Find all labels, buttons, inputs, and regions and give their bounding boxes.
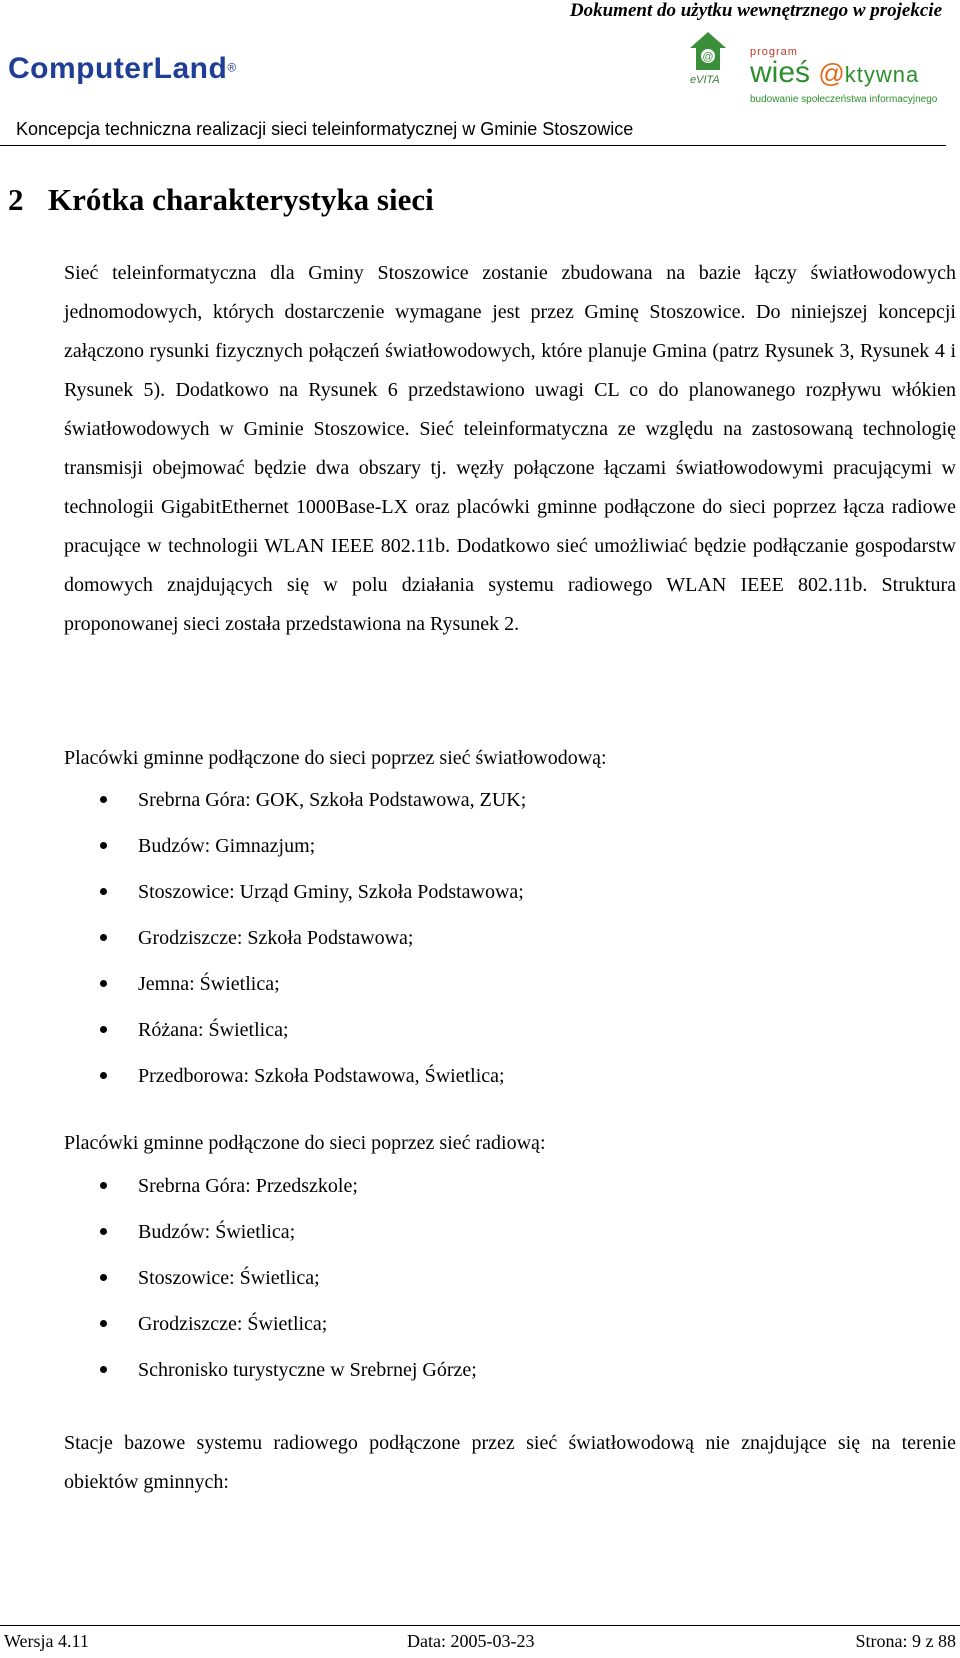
list-item: Budzów: Gimnazjum;	[64, 833, 526, 879]
footer-divider	[0, 1625, 960, 1626]
list-item: Różana: Świetlica;	[64, 1017, 526, 1063]
program-label: program	[750, 46, 798, 58]
computerland-logo	[8, 52, 236, 86]
list-item: Srebrna Góra: GOK, Szkoła Podstawowa, ZUK;	[64, 787, 526, 833]
list-item: Schronisko turystyczne w Srebrnej Górze;	[64, 1357, 477, 1403]
list-item: Przedborowa: Szkoła Podstawowa, Świetlica;	[64, 1063, 526, 1109]
footer-page-number: Strona: 9 z 88	[855, 1631, 956, 1651]
closing-paragraph: Stacje bazowe systemu radiowego podłączone przez sieć światłowodową nie znajdujące się na terenie obiektów gminnych:	[64, 1432, 956, 1493]
internal-use-note: Dokument do użytku wewnętrznego w projekcie	[569, 0, 942, 21]
header-divider	[0, 145, 946, 146]
list-item: Grodziszcze: Świetlica;	[64, 1311, 477, 1357]
intro-paragraph: Sieć teleinformatyczna dla Gminy Stoszowice zostanie zbudowana na bazie łączy światłowodowych jednomodowych, których dostarczenie wymagane jest przez Gminę Stoszowice. Do niniejszej koncepcji załączono rysunki fizycznych połączeń światłowodowych, które planuje Gmina (patrz Rysunek 3, Rysunek 4 i Rysunek 5). Dodatkowo na Rysunek 6 przedstawiono uwagi CL co do planowanego rozpływu włókien światłowodowych w Gminie Stoszowice. Sieć teleinformatyczna ze względu na zastosowaną technologię transmisji obejmować będzie dwa obszary tj. węzły połączone łączami światłowodowymi pracującymi w technologii GigabitEthernet 1000Base-LX oraz placówki gminne podłączone do sieci poprzez łącza radiowe pracujące w technologii WLAN IEEE 802.11b. Dodatkowo sieć umożliwiać będzie podłączanie gospodarstw domowych znajdujących się w polu działania systemu radiowego WLAN IEEE 802.11b. Struktura proponowanej sieci została przedstawiona na Rysunek 2.	[64, 262, 956, 635]
radio-list-heading: Placówki gminne podłączone do sieci poprzez sieć radiową:	[64, 1132, 546, 1154]
svg-text:@: @	[702, 51, 714, 63]
section-title-text: Krótka charakterystyka sieci	[48, 182, 434, 217]
house-icon	[688, 30, 728, 74]
brand-part-1: wieś	[750, 56, 811, 89]
brand-at-sign: @	[818, 58, 845, 88]
logo-subtitle: budowanie społeczeństwa informacyjnego	[750, 94, 938, 105]
radio-connected-list	[64, 1173, 477, 1403]
wies-aktywna-brand	[750, 56, 919, 90]
registered-mark: ®	[227, 60, 237, 75]
list-item: Stoszowice: Świetlica;	[64, 1265, 477, 1311]
list-item: Jemna: Świetlica;	[64, 971, 526, 1017]
footer-version: Wersja 4.11	[4, 1631, 89, 1651]
computerland-logo-text: ComputerLand	[8, 52, 228, 85]
fiber-list-heading: Placówki gminne podłączone do sieci poprzez sieć światłowodową:	[64, 747, 607, 769]
footer-date: Data: 2005-03-23	[407, 1631, 535, 1651]
section-heading	[8, 180, 434, 220]
section-number: 2	[8, 182, 24, 217]
evita-label: eVITA	[690, 74, 720, 86]
document-title: Koncepcja techniczna realizacji sieci teleinformatycznej w Gminie Stoszowice	[16, 119, 634, 139]
list-item: Srebrna Góra: Przedszkole;	[64, 1173, 477, 1219]
list-item: Stoszowice: Urząd Gminy, Szkoła Podstawowa;	[64, 879, 526, 925]
fiber-connected-list	[64, 787, 526, 1109]
list-item: Grodziszcze: Szkoła Podstawowa;	[64, 925, 526, 971]
list-item: Budzów: Świetlica;	[64, 1219, 477, 1265]
brand-part-3: ktywna	[844, 62, 920, 87]
wies-aktywna-logo	[680, 30, 950, 110]
